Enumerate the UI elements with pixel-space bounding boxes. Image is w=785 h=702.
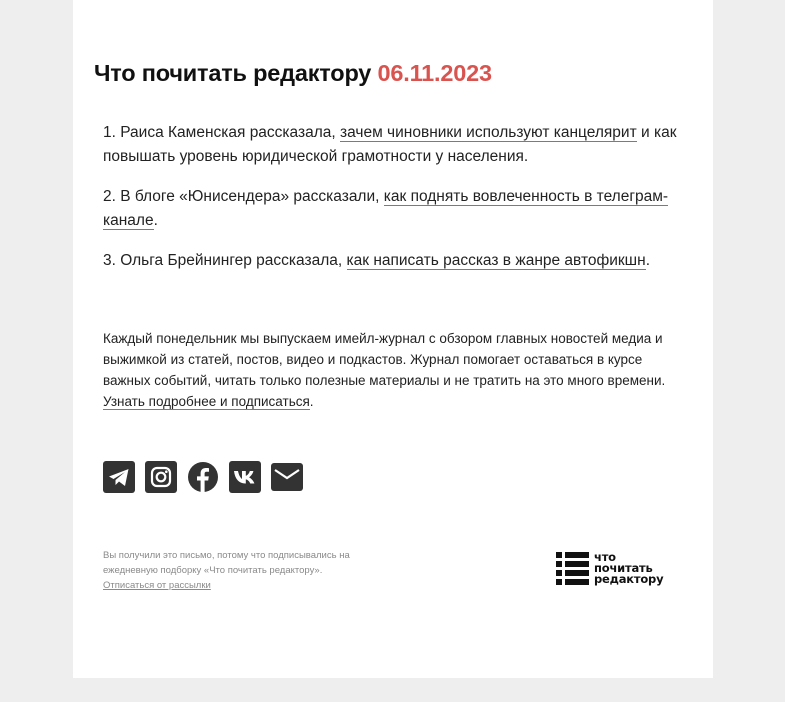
logo-line: что	[594, 550, 616, 564]
list-item	[103, 121, 683, 169]
email-card	[73, 0, 713, 678]
article-link[interactable]: зачем чиновники используют канцелярит	[340, 124, 637, 141]
item-text: и как повышать уровень юридической грамотности у населения.	[103, 124, 677, 165]
about-suffix: .	[309, 394, 314, 409]
page-title	[94, 56, 492, 90]
telegram-icon[interactable]	[103, 461, 135, 493]
facebook-icon[interactable]	[187, 461, 219, 493]
logo-mark-icon	[556, 552, 589, 585]
email-icon[interactable]	[271, 461, 303, 493]
item-text: 3. Ольга Брейнингер рассказала,	[103, 252, 347, 269]
item-text: 2. В блоге «Юнисендера» рассказали,	[103, 188, 384, 205]
article-link[interactable]: как поднять вовлеченность в телеграм-канале	[103, 188, 669, 229]
item-text: 1. Раиса Каменская рассказала,	[103, 124, 341, 141]
footer-text: Вы получили это письмо, потому что подписывались на ежедневную подборку «Что почитать редактору».	[103, 550, 350, 576]
social-links	[103, 461, 303, 493]
list-item	[103, 249, 683, 273]
issue-date: 06.11.2023	[377, 60, 492, 86]
article-list	[103, 121, 683, 289]
list-item	[103, 185, 683, 233]
about-paragraph	[103, 328, 688, 412]
item-text: .	[645, 252, 650, 269]
title-text: Что почитать редактору	[94, 60, 372, 86]
footer-note	[103, 548, 393, 593]
logo-line: редактору	[594, 572, 664, 586]
unsubscribe-link[interactable]: Отписаться от рассылки	[103, 580, 211, 591]
subscribe-link[interactable]: Узнать подробнее и подписаться	[103, 394, 310, 409]
vk-icon[interactable]	[229, 461, 261, 493]
item-text: .	[153, 212, 158, 229]
about-text: Каждый понедельник мы выпускаем имейл-журнал с обзором главных новостей медиа и выжимкой из статей, постов, видео и подкастов. Журнал помогает оставаться в курсе важных событий, читать только полезные материалы и не тратить на это много времени.	[103, 331, 666, 388]
article-link[interactable]: как написать рассказ в жанре автофикшн	[346, 252, 646, 269]
logo-wordmark	[594, 552, 663, 585]
logo-line: почитать	[594, 561, 653, 575]
logo	[556, 552, 663, 585]
instagram-icon[interactable]	[145, 461, 177, 493]
